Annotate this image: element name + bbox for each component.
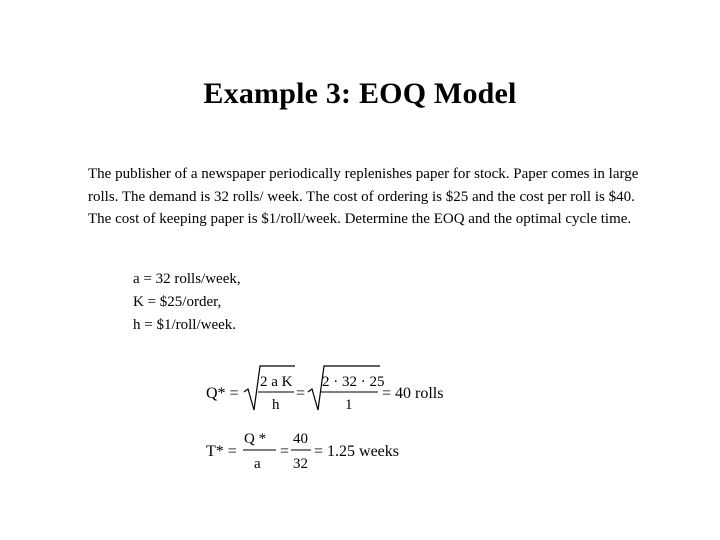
t-equals: = (280, 443, 290, 460)
q-denominator-numeric: 1 (345, 397, 353, 413)
q-denominator-symbolic: h (272, 397, 280, 413)
slide-title: Example 3: EOQ Model (203, 77, 517, 110)
t-numerator-numeric: 40 (293, 431, 308, 447)
given-order-cost: K = $25/order, (133, 294, 222, 310)
t-denominator-symbolic: a (254, 456, 261, 472)
cycle-time-formula (200, 424, 430, 480)
q-result: = 40 rolls (382, 385, 444, 402)
t-lhs: T* = (206, 443, 237, 460)
eoq-formula (200, 362, 460, 422)
t-result: = 1.25 weeks (314, 443, 400, 460)
t-numerator-symbolic: Q * (244, 431, 267, 447)
t-denominator-numeric: 32 (293, 456, 308, 472)
q-equals: = (296, 385, 306, 402)
given-values (133, 268, 241, 337)
problem-statement: The publisher of a newspaper periodically replenishes paper for stock. Paper comes in large rolls. The demand is 32 rolls/ week. The cost of ordering is $25 and the cost per roll is $40. The cost of keeping paper is $1/roll/week. Determine the EOQ and the optimal cycle time. (88, 166, 639, 227)
q-lhs: Q* = (206, 385, 239, 402)
given-demand: a = 32 rolls/week, (133, 271, 241, 287)
q-numerator-numeric: 2 · 32 · 25 (322, 374, 385, 390)
given-holding-cost: h = $1/roll/week. (133, 317, 237, 333)
q-numerator-symbolic: 2 a K (260, 374, 293, 390)
